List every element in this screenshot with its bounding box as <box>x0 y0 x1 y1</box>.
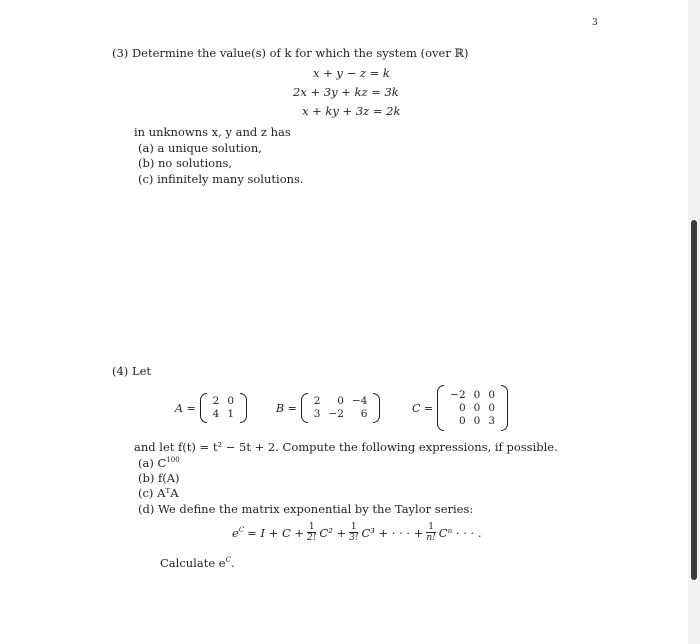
q3-equation-3: x + ky + 3z = 2k <box>302 104 401 118</box>
matrix-C-cell: 0 <box>473 414 481 427</box>
q4-part-d: (d) We define the matrix exponential by the Taylor series: <box>138 502 474 516</box>
matrix-C-cell: 3 <box>488 414 495 427</box>
scrollbar-track[interactable] <box>688 0 700 644</box>
q3-part-a: (a) a unique solution, <box>138 141 262 155</box>
matrix-C-label: C = <box>412 401 434 415</box>
matrix-B-cell: 0 <box>337 395 344 407</box>
calculate-exponent: C <box>225 556 231 565</box>
calculate-text: Calculate e <box>160 556 226 570</box>
series-lhs: e <box>232 525 239 540</box>
matrix-A-label: A = <box>175 401 196 415</box>
matrix-B-label: B = <box>276 401 297 415</box>
taylor-series <box>232 522 482 543</box>
calculate-end: . <box>230 556 235 570</box>
q4-calculate <box>160 556 235 570</box>
scrollbar-thumb[interactable] <box>691 220 697 580</box>
q4-part-b: (b) f(A) <box>138 471 180 485</box>
matrix-C-cell: 0 <box>488 401 495 414</box>
q4-and-let: and let f(t) = t² − 5t + 2. Compute the following expressions, if possible. <box>134 440 558 454</box>
matrix-C-cell: −2 <box>450 388 466 401</box>
q4-part-a-text: (a) C <box>138 456 167 470</box>
matrix-A-cell: 2 <box>212 395 220 407</box>
matrix-C-cell: 0 <box>458 401 466 414</box>
q4-let: (4) Let <box>112 364 152 378</box>
matrix-B-cell: 2 <box>313 395 321 407</box>
series-part-2: C² + <box>319 525 347 540</box>
page-number: 3 <box>592 18 598 28</box>
matrix-B-cell: 6 <box>360 408 368 420</box>
matrix-A-cell: 0 <box>227 395 235 407</box>
q3-equation-1: x + y − z = k <box>313 66 390 80</box>
matrix-A-cell: 1 <box>227 408 235 420</box>
q3-part-c: (c) infinitely many solutions. <box>138 172 304 186</box>
matrix-C <box>412 385 508 431</box>
q4-part-a-exponent: 100 <box>166 456 180 465</box>
matrix-B-cell: −4 <box>351 395 368 407</box>
q3-intro: (3) Determine the value(s) of k for which the system (over ℝ) <box>112 46 469 60</box>
q3-unknowns: in unknowns x, y and z has <box>134 125 291 139</box>
matrix-B-cell: 3 <box>313 408 321 420</box>
matrix-C-cell: 0 <box>473 401 481 414</box>
matrix-B <box>276 393 380 423</box>
q4-part-c: (c) AᵀA <box>138 486 179 500</box>
q3-part-b: (b) no solutions, <box>138 156 233 170</box>
matrix-C-cell: 0 <box>473 388 481 401</box>
fraction-half: $\frac{1}{2!}$ <box>307 522 317 543</box>
series-part-3: C³ + · · · + <box>361 525 424 540</box>
matrix-C-cell: 0 <box>488 388 495 401</box>
matrix-C-cell: 0 <box>458 414 466 427</box>
series-lhs-exponent: C <box>238 525 245 534</box>
q4-part-a <box>138 456 180 470</box>
series-part-4: Cⁿ · · · . <box>438 525 482 540</box>
q3-equation-2: 2x + 3y + kz = 3k <box>293 85 399 99</box>
matrix-B-cell: −2 <box>328 408 344 420</box>
matrix-A-cell: 4 <box>212 408 220 420</box>
fraction-nth: $\frac{1}{n!}$ <box>426 522 436 543</box>
matrix-A <box>175 393 247 423</box>
series-part-1: = I + C + <box>247 525 305 540</box>
fraction-third: $\frac{1}{3!}$ <box>349 522 359 543</box>
